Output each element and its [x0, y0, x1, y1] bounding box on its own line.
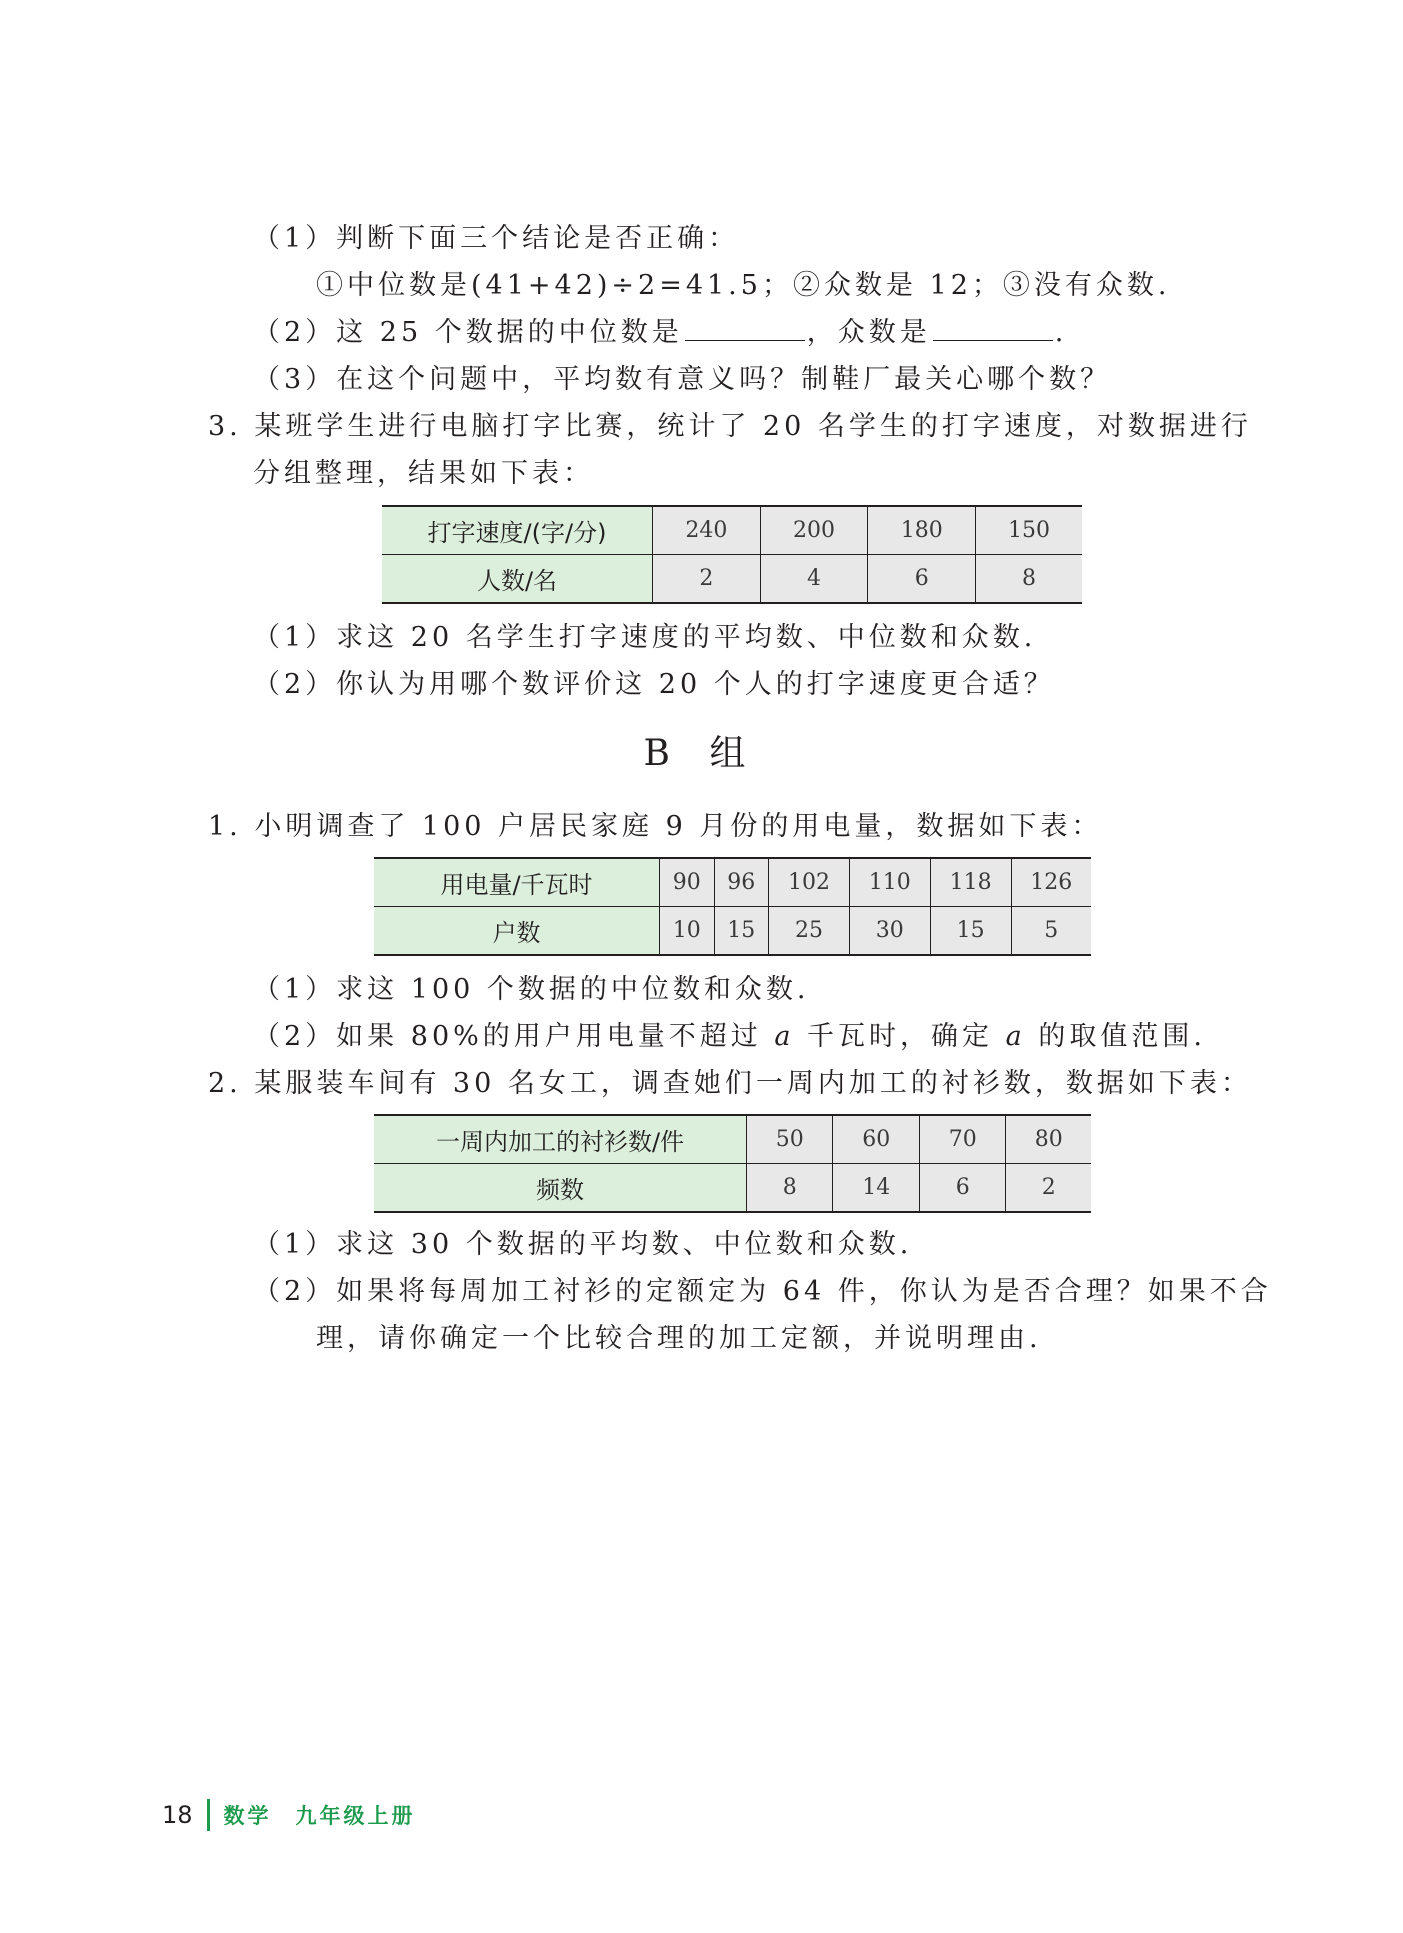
table-cell: 15	[930, 907, 1011, 956]
table-cell: 25	[769, 907, 850, 956]
question-b1-part2-text-c: 的取值范围.	[1025, 1021, 1206, 1052]
table-cell: 10	[660, 907, 715, 956]
table-cell: 80	[1006, 1115, 1091, 1164]
table-electricity	[374, 857, 1091, 956]
table-cell: 110	[849, 858, 930, 907]
table-cell: 118	[930, 858, 1011, 907]
table-row	[374, 858, 1091, 907]
table-cell: 6	[919, 1164, 1005, 1213]
table-header-cell: 人数/名	[382, 555, 653, 604]
table-cell: 14	[833, 1164, 919, 1213]
question-b1-part1: （1）求这 100 个数据的中位数和众数.	[253, 974, 810, 1005]
question-a4-part2: （2）你认为用哪个数评价这 20 个人的打字速度更合适？	[253, 669, 1055, 700]
question-b1-part2-text-b: 千瓦时，确定	[794, 1021, 1006, 1052]
table-cell: 126	[1011, 858, 1091, 907]
table-shirts	[374, 1114, 1091, 1213]
question-a3-part2-prefix: （2）这 25 个数据的中位数是	[253, 317, 683, 348]
table-row	[374, 1164, 1091, 1213]
question-a4-part1: （1）求这 20 名学生打字速度的平均数、中位数和众数.	[253, 622, 1037, 653]
table-row	[374, 907, 1091, 956]
question-b2-part1: （1）求这 30 个数据的平均数、中位数和众数.	[253, 1229, 913, 1260]
table-cell: 200	[760, 506, 868, 555]
table-header-cell: 打字速度/(字/分)	[382, 506, 653, 555]
table-typing-speed	[382, 505, 1082, 604]
question-b1-part2	[253, 1020, 1206, 1054]
question-a3-part1-statements: ①中位数是(41+42)÷2=41.5；②众数是 12；③没有众数.	[316, 270, 1171, 301]
question-a4-stem-line2: 分组整理，结果如下表：	[253, 458, 594, 489]
question-b2-part2-line2: 理，请你确定一个比较合理的加工定额，并说明理由.	[316, 1323, 1042, 1354]
question-a3-part2-mid: ，众数是	[806, 317, 931, 348]
table-cell: 150	[976, 506, 1082, 555]
page-footer	[162, 1797, 416, 1833]
question-b1-stem: 1. 小明调查了 100 户居民家庭 9 月份的用电量，数据如下表：	[208, 811, 1103, 842]
table-cell: 2	[1006, 1164, 1091, 1213]
table-cell: 6	[868, 555, 976, 604]
table-header-cell: 用电量/千瓦时	[374, 858, 660, 907]
table-cell: 240	[653, 506, 761, 555]
footer-divider	[207, 1799, 210, 1831]
question-a3-part3: （3）在这个问题中，平均数有意义吗？制鞋厂最关心哪个数？	[253, 364, 1112, 395]
answer-blank-median[interactable]	[685, 316, 805, 341]
table-cell: 8	[747, 1164, 833, 1213]
table-row	[374, 1115, 1091, 1164]
table-cell: 70	[919, 1115, 1005, 1164]
table-cell: 4	[760, 555, 868, 604]
table-header-cell: 户数	[374, 907, 660, 956]
table-header-cell: 一周内加工的衬衫数/件	[374, 1115, 747, 1164]
table-header-cell: 频数	[374, 1164, 747, 1213]
question-b2-part2-line1: （2）如果将每周加工衬衫的定额定为 64 件，你认为是否合理？如果不合	[253, 1276, 1272, 1307]
table-cell: 2	[653, 555, 761, 604]
table-cell: 8	[976, 555, 1082, 604]
variable-a: a	[774, 1021, 795, 1052]
question-b2-stem: 2. 某服装车间有 30 名女工，调查她们一周内加工的衬衫数，数据如下表：	[208, 1068, 1252, 1099]
question-a3-part1: （1）判断下面三个结论是否正确：	[253, 223, 740, 254]
table-cell: 180	[868, 506, 976, 555]
table-cell: 96	[714, 858, 769, 907]
question-a3-part2-end: .	[1054, 317, 1068, 348]
table-cell: 90	[660, 858, 715, 907]
table-cell: 5	[1011, 907, 1091, 956]
table-row	[382, 555, 1082, 604]
question-a4-stem-line1: 3. 某班学生进行电脑打字比赛，统计了 20 名学生的打字速度，对数据进行	[208, 411, 1252, 442]
table-row	[382, 506, 1082, 555]
question-a3-part2	[253, 316, 1067, 350]
question-b1-part2-text-a: （2）如果 80%的用户用电量不超过	[253, 1021, 775, 1052]
book-title: 数学 九年级上册	[223, 1804, 416, 1828]
table-cell: 102	[769, 858, 850, 907]
table-cell: 60	[833, 1115, 919, 1164]
table-cell: 50	[747, 1115, 833, 1164]
variable-a: a	[1005, 1021, 1026, 1052]
page-number: 18	[162, 1801, 193, 1829]
group-b-title: B 组	[643, 733, 760, 774]
table-cell: 30	[849, 907, 930, 956]
table-cell: 15	[714, 907, 769, 956]
answer-blank-mode[interactable]	[933, 316, 1053, 341]
